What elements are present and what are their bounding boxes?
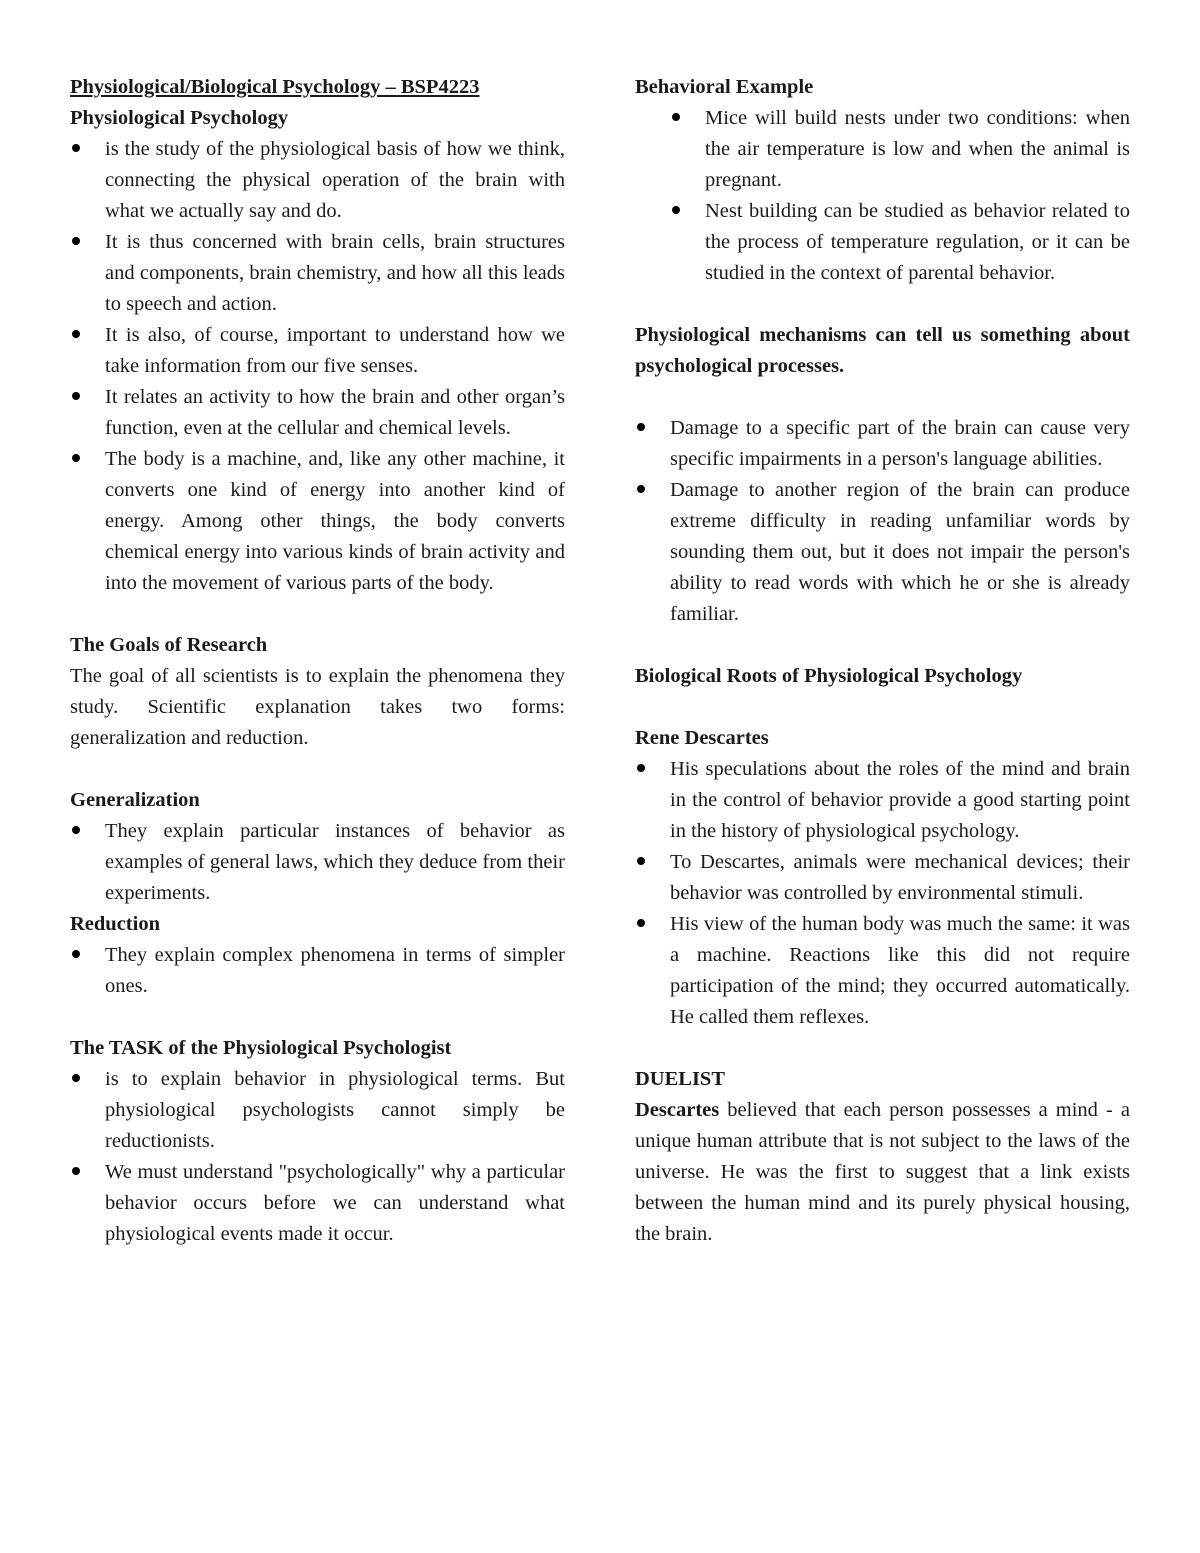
list-item: His speculations about the roles of the mind and brain in the control of behavior provide a good starting point in the history of physiological psychology. [635,754,1130,847]
bullet-icon [637,919,645,927]
reduction-heading: Reduction [70,913,160,935]
physio-list [70,134,565,599]
bullet-icon [72,392,80,400]
spacer [70,754,565,785]
bullet-icon [672,206,680,214]
bullet-icon [72,330,80,338]
list-item: Damage to a specific part of the brain can cause very specific impairments in a person's language abilities. [635,413,1130,475]
bullet-icon [637,423,645,431]
generalization-list [70,816,565,909]
task-list [70,1064,565,1250]
spacer [70,1002,565,1033]
duelist-heading: DUELIST [635,1068,726,1090]
generalization-heading: Generalization [70,789,200,811]
spacer [635,1033,1130,1064]
bullet-icon [637,857,645,865]
spacer [635,289,1130,320]
list-item: It relates an activity to how the brain and other organ’s function, even at the cellular and chemical levels. [70,382,565,444]
bullet-icon [637,764,645,772]
left-column [70,72,565,1250]
list-item: They explain complex phenomena in terms of simpler ones. [70,940,565,1002]
bullet-icon [72,950,80,958]
bullet-icon [72,826,80,834]
list-item: is to explain behavior in physiological terms. But physiological psychologists cannot simply be reductionists. [70,1064,565,1157]
list-item: They explain particular instances of behavior as examples of general laws, which they deduce from their experiments. [70,816,565,909]
list-item: To Descartes, animals were mechanical devices; their behavior was controlled by environmental stimuli. [635,847,1130,909]
goals-heading: The Goals of Research [70,634,268,656]
bullet-icon [72,454,80,462]
list-item: is the study of the physiological basis of how we think, connecting the physical operation of the brain with what we actually say and do. [70,134,565,227]
descartes-list [635,754,1130,1033]
spacer [635,630,1130,661]
descartes-heading: Rene Descartes [635,727,769,749]
bullet-icon [637,485,645,493]
bullet-icon [72,1074,80,1082]
list-item: It is also, of course, important to understand how we take information from our five senses. [70,320,565,382]
list-item: We must understand "psychologically" why a particular behavior occurs before we can understand what physiological events made it occur. [70,1157,565,1250]
task-heading: The TASK of the Physiological Psychologist [70,1037,452,1059]
bullet-icon [672,113,680,121]
bullet-icon [72,237,80,245]
behavioral-list [635,103,1130,289]
spacer [635,692,1130,723]
bullet-icon [72,1167,80,1175]
roots-heading: Biological Roots of Physiological Psychology [635,665,1023,687]
mechanisms-list [635,413,1130,630]
mechanisms-heading: Physiological mechanisms can tell us something about psychological processes. [635,324,1130,377]
behavioral-heading: Behavioral Example [635,76,814,98]
spacer [635,382,1130,413]
list-item: The body is a machine, and, like any other machine, it converts one kind of energy into another kind of energy. Among other things, the body converts chemical energy into various kinds of brain activity and into the movement of various parts of the body. [70,444,565,599]
duelist-lead: Descartes [635,1099,720,1121]
document-title: Physiological/Biological Psychology – BSP4223 [70,76,480,98]
duelist-text: believed that each person possesses a mind - a unique human attribute that is not subject to the laws of the universe. He was the first to suggest that a link exists between the human mind and its purely physical housing, the brain. [635,1099,1130,1245]
list-item: Mice will build nests under two conditions: when the air temperature is low and when the animal is pregnant. [670,103,1130,196]
list-item: His view of the human body was much the same: it was a machine. Reactions like this did not require participation of the mind; they occurred automatically. He called them reflexes. [635,909,1130,1033]
bullet-icon [72,144,80,152]
list-item: Nest building can be studied as behavior related to the process of temperature regulation, or it can be studied in the context of parental behavior. [670,196,1130,289]
list-item: Damage to another region of the brain can produce extreme difficulty in reading unfamiliar words by sounding them out, but it does not impair the person's ability to read words with which he or she is already familiar. [635,475,1130,630]
reduction-list [70,940,565,1002]
spacer [70,599,565,630]
goals-paragraph: The goal of all scientists is to explain the phenomena they study. Scientific explanation takes two forms: generalization and reduction. [70,665,565,749]
physio-heading: Physiological Psychology [70,107,289,129]
duelist-paragraph [635,1095,1130,1250]
list-item: It is thus concerned with brain cells, brain structures and components, brain chemistry, and how all this leads to speech and action. [70,227,565,320]
right-column [635,72,1130,1250]
